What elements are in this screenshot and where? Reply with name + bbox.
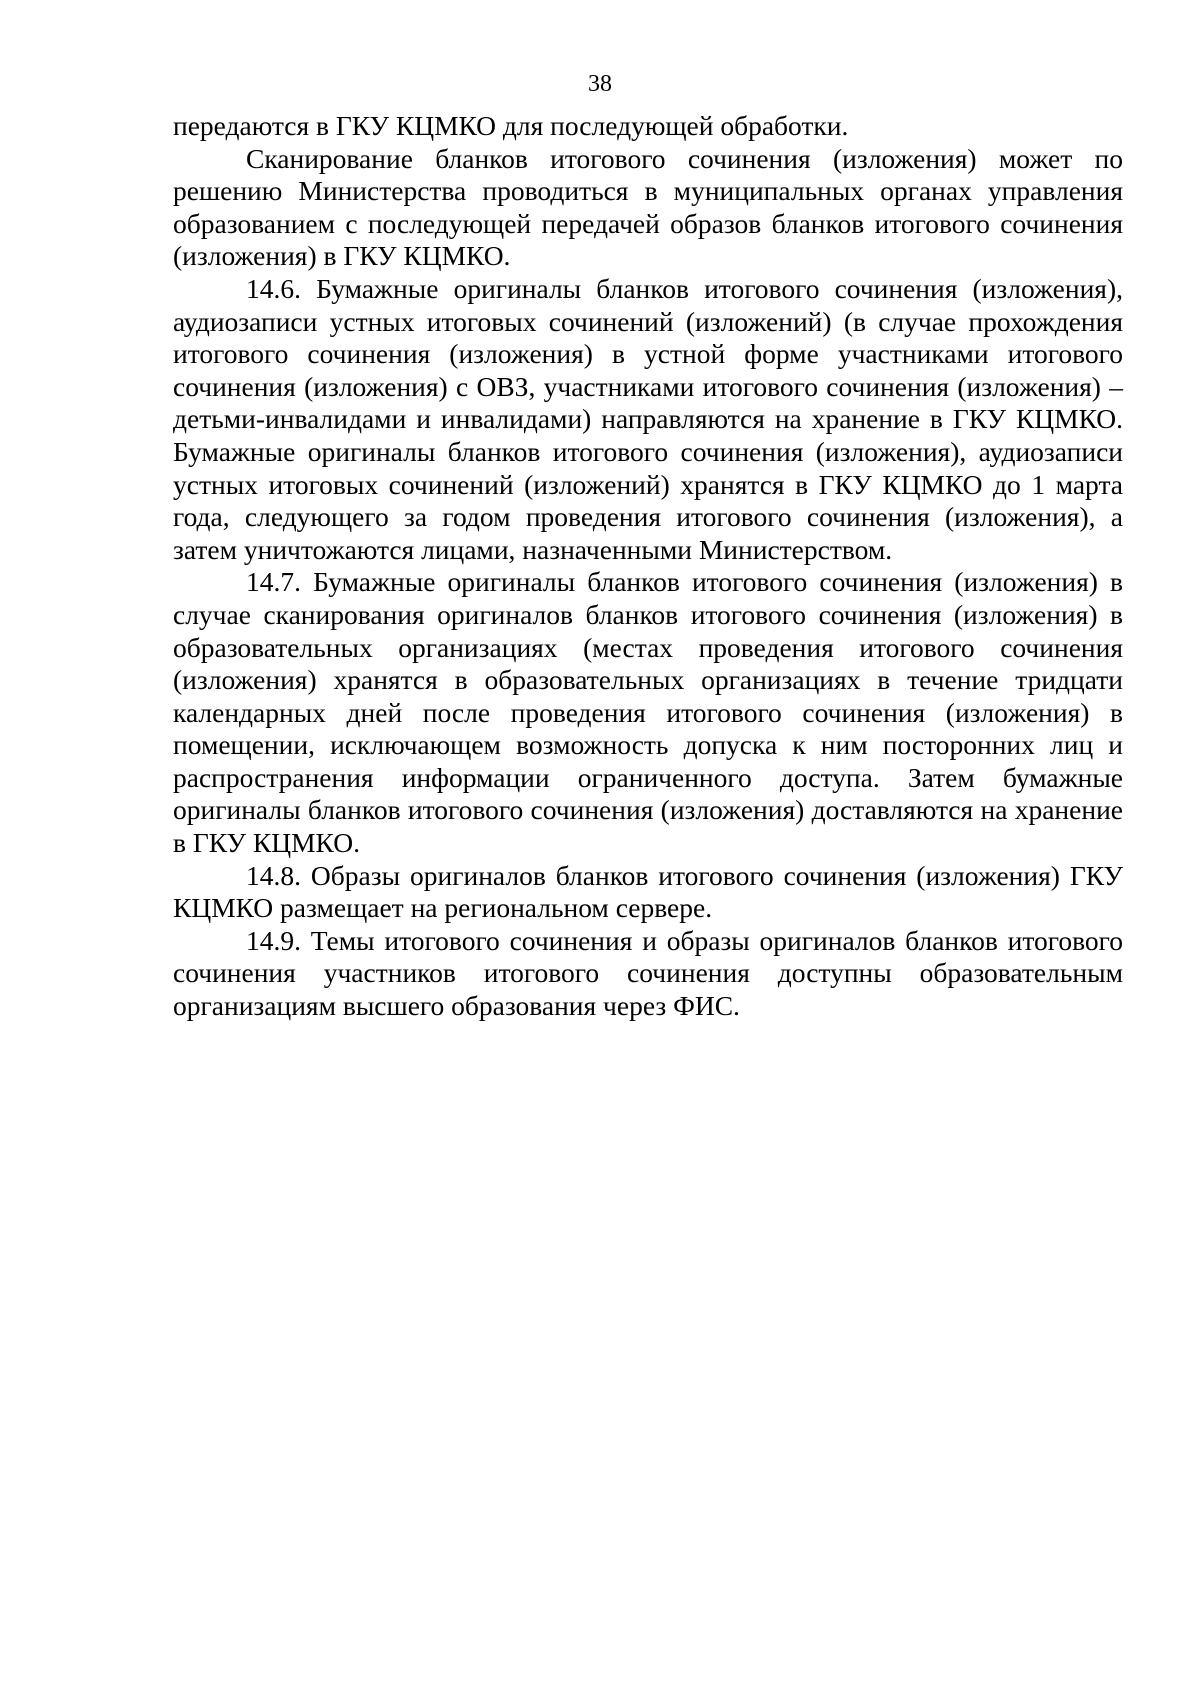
- paragraph-14-7: 14.7. Бумажные оригиналы бланков итогового сочинения (изложения) в случае сканирования оригиналов бланков итогового сочинения (изложения) в образовательных организациях (местах проведения итогового сочинения (изложения) хранятся в образовательных организациях в течение тридцати календарных дней после проведения итогового сочинения (изложения) в помещении, исключающем возможность допуска к ним посторонних лиц и распространения информации ограниченного доступа. Затем бумажные оригиналы бланков итогового сочинения (изложения) доставляются на хранение в ГКУ КЦМКО.: [173, 566, 1123, 859]
- paragraph-14-6: 14.6. Бумажные оригиналы бланков итогового сочинения (изложения), аудиозаписи устных итоговых сочинений (изложений) (в случае прохождения итогового сочинения (изложения) в устной форме участниками итогового сочинения (изложения) с ОВЗ, участниками итогового сочинения (изложения) – детьми-инвалидами и инвалидами) направляются на хранение в ГКУ КЦМКО. Бумажные оригиналы бланков итогового сочинения (изложения), аудиозаписи устных итоговых сочинений (изложений) хранятся в ГКУ КЦМКО до 1 марта года, следующего за годом проведения итогового сочинения (изложения), а затем уничтожаются лицами, назначенными Министерством.: [173, 272, 1123, 565]
- document-body: [173, 110, 1123, 1023]
- paragraph-continuation: передаются в ГКУ КЦМКО для последующей обработки.: [173, 110, 849, 141]
- paragraph-14-9: 14.9. Темы итогового сочинения и образы оригиналов бланков итогового сочинения участников итогового сочинения доступны образовательным организациям высшего образования через ФИС.: [173, 924, 1123, 1022]
- paragraph-14-8: 14.8. Образы оригиналов бланков итогового сочинения (изложения) ГКУ КЦМКО размещает на региональном сервере.: [173, 859, 1123, 924]
- paragraph-scanning-municipal: Сканирование бланков итогового сочинения (изложения) может по решению Министерства проводиться в муниципальных органах управления образованием с последующей передачей образов бланков итогового сочинения (изложения) в ГКУ КЦМКО.: [173, 142, 1123, 272]
- page-number: 38: [588, 71, 612, 97]
